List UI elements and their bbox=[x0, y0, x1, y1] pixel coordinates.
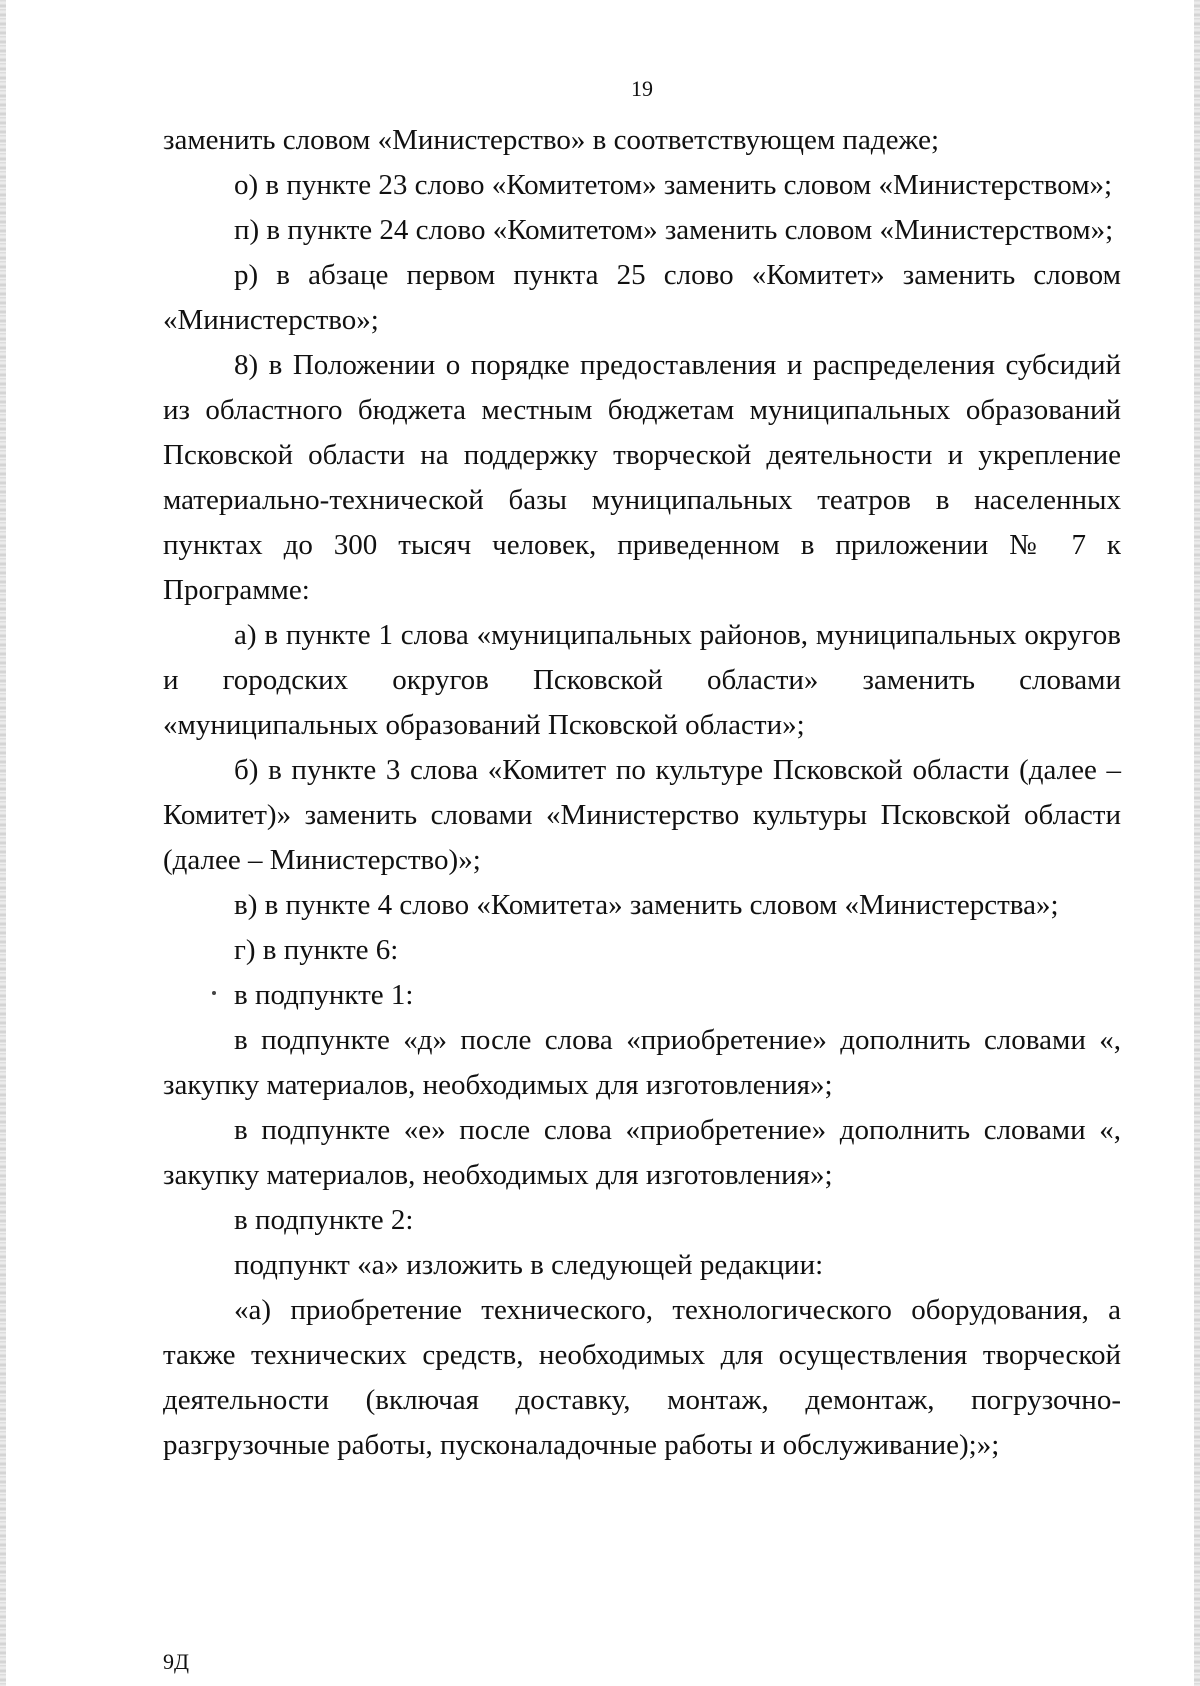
scan-edge-left bbox=[0, 0, 6, 1686]
paragraph-item-8: 8) в Положении о порядке предоставления и распределения субсидий из областного бюджета местным бюджетам муниципальных образований Псковской области на поддержку творческой деятельности и укрепление материально-технической базы муниципальных театров в населенных пунктах до 300 тысяч человек, приведенном в приложении № 7 к Программе: bbox=[163, 349, 1121, 606]
paragraph-subpoint-2: в подпункте 2: bbox=[234, 1204, 414, 1236]
paragraph-subitem-a: а) в пункте 1 слова «муниципальных районов, муниципальных округов и городских округов Псковской области» заменить словами «муниципальных образований Псковской области»; bbox=[163, 619, 1121, 741]
paragraph-continuation: заменить словом «Министерство» в соответствующем падеже; bbox=[163, 124, 940, 156]
paragraph-subitem-b: б) в пункте 3 слова «Комитет по культуре Псковской области (далее – Комитет)» заменить словами «Министерство культуры Псковской области (далее – Министерство)»; bbox=[163, 754, 1121, 876]
paragraph-item-r: р) в абзаце первом пункта 25 слово «Комитет» заменить словом «Министерство»; bbox=[163, 259, 1121, 336]
page-number: 19 bbox=[631, 76, 653, 101]
footer-code: 9Д bbox=[163, 1649, 190, 1674]
paragraph-subitem-v: в) в пункте 4 слово «Комитета» заменить словом «Министерства»; bbox=[234, 889, 1059, 921]
paragraph-subitem-g: г) в пункте 6: bbox=[234, 934, 399, 966]
document-body bbox=[163, 118, 1121, 1468]
paragraph-quoted-text: «а) приобретение технического, технологического оборудования, а также технических средств, необходимых для осуществления творческой деятельности (включая доставку, монтаж, демонтаж, погрузочно-разгрузочные работы, пусконаладочные работы и обслуживание);»; bbox=[163, 1294, 1121, 1461]
paragraph-subpoint-d: в подпункте «д» после слова «приобретение» дополнить словами «, закупку материалов, необходимых для изготовления»; bbox=[163, 1024, 1121, 1101]
paragraph-subpoint-e: в подпункте «е» после слова «приобретение» дополнить словами «, закупку материалов, необходимых для изготовления»; bbox=[163, 1114, 1121, 1191]
paragraph-item-o: о) в пункте 23 слово «Комитетом» заменить словом «Министерством»; bbox=[234, 169, 1113, 201]
scan-edge-right bbox=[1194, 0, 1200, 1686]
scan-artifact-dot bbox=[212, 991, 216, 995]
paragraph-subpoint-1: в подпункте 1: bbox=[234, 979, 414, 1011]
paragraph-item-p: п) в пункте 24 слово «Комитетом» заменить словом «Министерством»; bbox=[234, 214, 1114, 246]
paragraph-subpoint-a-intro: подпункт «а» изложить в следующей редакции: bbox=[234, 1249, 824, 1281]
